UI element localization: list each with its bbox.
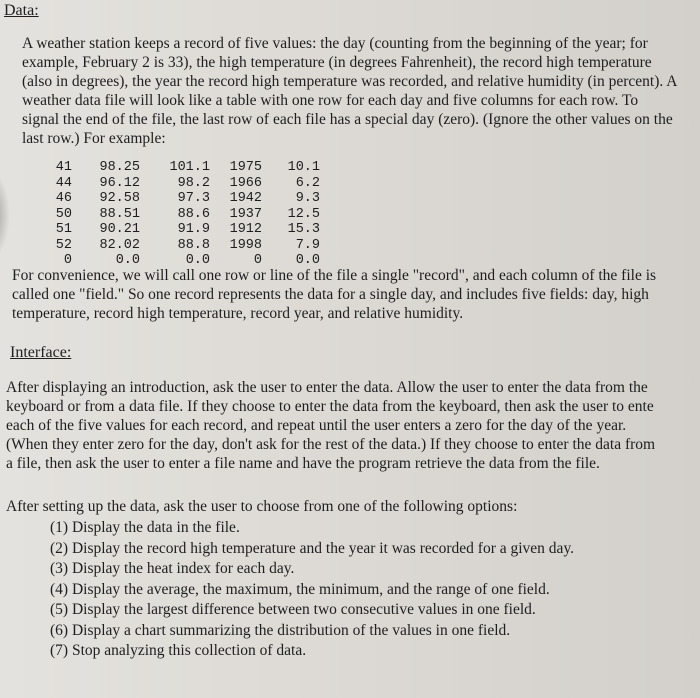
intro-line: weather data file will look like a table with one row for each day and five columns for each row. To	[22, 92, 639, 109]
interface-line: a file, then ask the user to enter a file name and have the program retrieve the data from the file.	[6, 455, 600, 472]
table-cell: 98.25	[99, 160, 140, 175]
list-item: (3) Display the heat index for each day.	[50, 560, 295, 577]
table-row	[48, 191, 320, 207]
table-cell: 1937	[229, 206, 262, 222]
table-cell: 41	[55, 160, 72, 175]
interface-line: After displaying an introduction, ask the user to enter the data. Allow the user to enter the data from the	[6, 379, 648, 396]
interface-heading: Interface:	[10, 344, 72, 361]
options-intro-line: After setting up the data, ask the user to choose from one of the following options:	[6, 498, 518, 515]
list-item: (7) Stop analyzing this collection of data.	[50, 642, 307, 659]
table-cell: 1975	[229, 160, 262, 175]
table-cell: 7.9	[295, 237, 320, 253]
table-cell: 98.2	[177, 175, 210, 191]
table-cell: 90.21	[99, 222, 140, 237]
table-cell: 9.3	[295, 191, 320, 206]
interface-paragraph	[6, 378, 696, 473]
table-cell: 6.2	[295, 175, 320, 191]
table-cell: 50	[55, 206, 72, 222]
table-cell: 52	[55, 237, 72, 253]
intro-line: A weather station keeps a record of five values: the day (counting from the beginning of the year; for	[22, 35, 648, 52]
page-shadow	[0, 170, 10, 260]
table-row	[48, 160, 320, 176]
table-row	[48, 222, 320, 238]
convenience-line: called one "field." So one record represents the data for a single day, and includes five fields: day, high	[12, 286, 649, 303]
table-cell: 96.12	[99, 175, 140, 191]
table-cell: 88.6	[177, 206, 210, 222]
intro-line: last row.) For example:	[22, 130, 166, 147]
example-data-table	[48, 160, 320, 269]
table-cell: 12.5	[287, 206, 320, 222]
options-list	[50, 518, 574, 662]
table-cell: 1966	[229, 175, 262, 191]
table-cell: 10.1	[287, 160, 320, 175]
table-cell: 0	[63, 253, 72, 268]
intro-line: signal the end of the file, the last row of each file has a special day (zero). (Ignore the other values on the	[22, 111, 673, 128]
table-cell: 15.3	[287, 222, 320, 237]
table-row	[48, 176, 320, 192]
convenience-paragraph	[12, 266, 700, 323]
list-item: (4) Display the average, the maximum, the minimum, and the range of one field.	[50, 580, 550, 598]
table-cell: 0.0	[185, 253, 210, 268]
table-cell: 1998	[229, 237, 262, 253]
interface-line: each of the five values for each record, and repeat until the user enters a zero for the day of the year.	[6, 417, 627, 434]
table-cell: 88.8	[177, 237, 210, 253]
table-cell: 1942	[229, 191, 262, 206]
table-cell: 101.1	[169, 160, 210, 175]
intro-line: (also in degrees), the year the record high temperature was recorded, and relative humidity (in percent). A	[22, 73, 678, 90]
table-cell: 92.58	[99, 191, 140, 206]
table-row	[48, 207, 320, 223]
table-cell: 88.51	[99, 206, 140, 222]
interface-line: (When they enter zero for the day, don't ask for the rest of the data.) If they choose to enter the data from	[6, 436, 656, 453]
list-item: (1) Display the data in the file.	[50, 519, 240, 536]
data-heading: Data:	[4, 2, 39, 19]
table-row	[48, 238, 320, 254]
table-cell: 91.9	[177, 222, 210, 237]
table-cell: 46	[55, 191, 72, 206]
list-item: (2) Display the record high temperature and the year it was recorded for a given day.	[50, 539, 575, 557]
convenience-line: temperature, record high temperature, record year, and relative humidity.	[12, 305, 464, 322]
list-item: (5) Display the largest difference between two consecutive values in one field.	[50, 601, 536, 618]
table-cell: 0.0	[295, 253, 320, 268]
table-cell: 51	[55, 222, 72, 237]
convenience-line: For convenience, we will call one row or line of the file a single "record", and each column of the file is	[12, 267, 657, 284]
table-cell: 0	[253, 253, 262, 268]
table-cell: 97.3	[177, 191, 210, 206]
options-intro	[6, 497, 696, 516]
table-cell: 44	[55, 175, 72, 191]
interface-line: keyboard or from a data file. If they choose to enter the data from the keyboard, then ask the user to ente	[6, 398, 654, 415]
intro-line: example, February 2 is 33), the high temperature (in degrees Fahrenheit), the record high temperature	[22, 54, 652, 71]
table-cell: 1912	[229, 222, 262, 237]
list-item: (6) Display a chart summarizing the distribution of the values in one field.	[50, 621, 511, 639]
intro-paragraph	[22, 34, 700, 148]
table-cell: 0.0	[115, 253, 140, 268]
table-cell: 82.02	[99, 237, 140, 253]
